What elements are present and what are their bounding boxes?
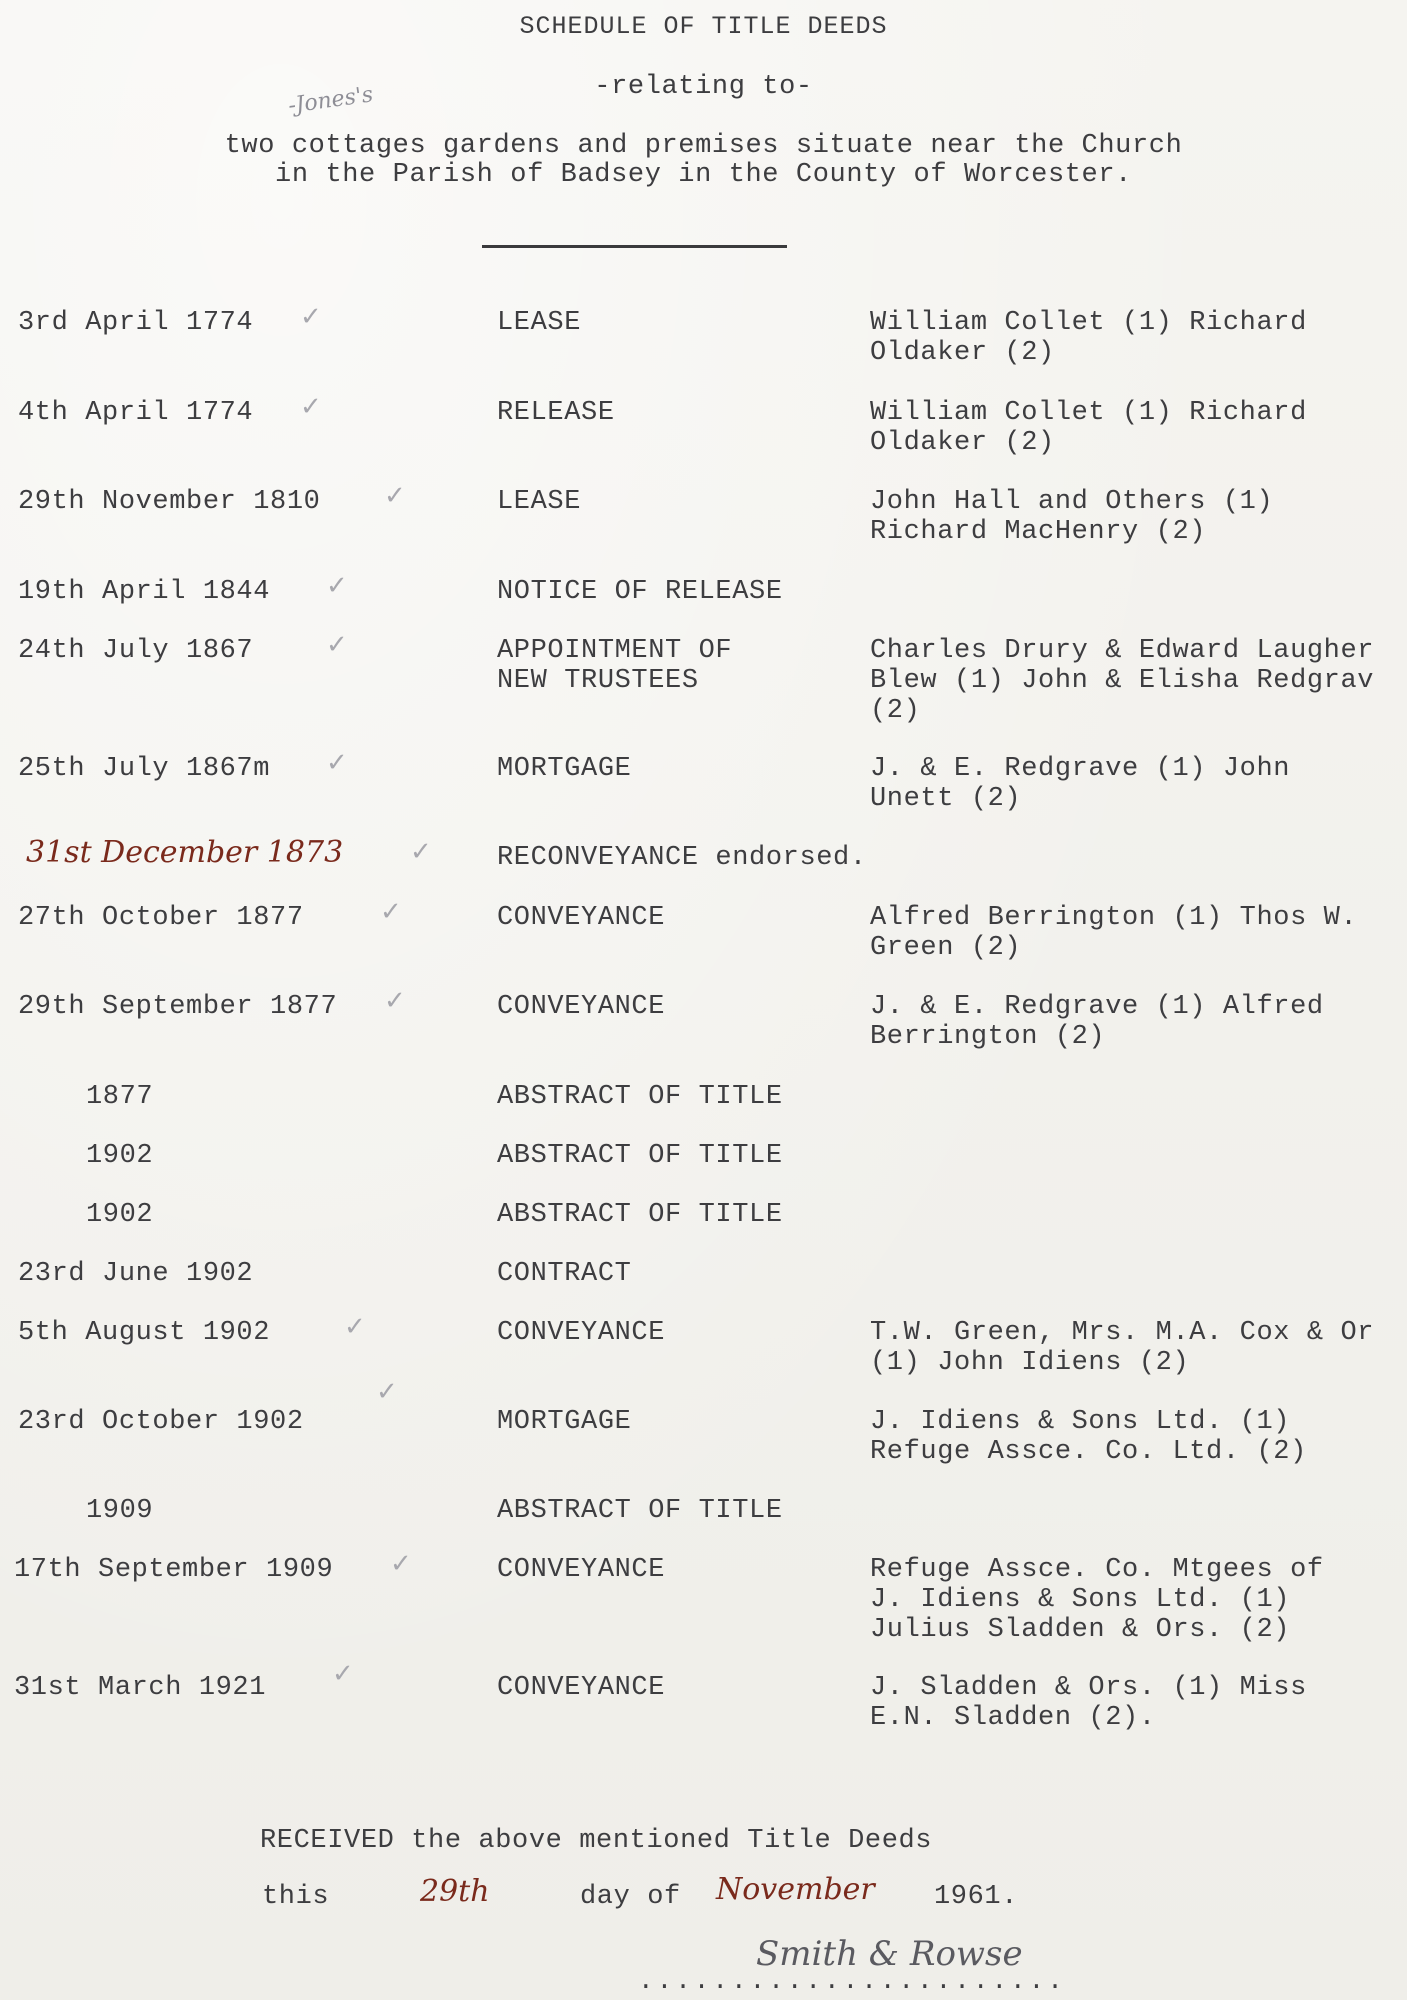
check-mark-icon: ✓ <box>380 897 402 927</box>
deed-parties-line: Refuge Assce. Co. Mtgees of <box>870 1555 1324 1585</box>
deed-parties-line: E.N. Sladden (2). <box>870 1703 1156 1733</box>
deed-parties-line: William Collet (1) Richard <box>870 308 1307 338</box>
signature: Smith & Rowse <box>756 1934 1023 1974</box>
deed-parties <box>870 754 1290 814</box>
deed-parties-line: Unett (2) <box>870 784 1022 814</box>
deed-date: 23rd October 1902 <box>18 1407 304 1437</box>
receipt-this-label: this <box>262 1882 330 1912</box>
deed-parties-line: William Collet (1) Richard <box>870 398 1307 428</box>
deed-type: ABSTRACT OF TITLE <box>497 1141 783 1171</box>
relating-to-line: -relating to- <box>594 72 813 102</box>
deed-parties-line: Charles Drury & Edward Laugher <box>870 636 1375 666</box>
deed-date: 23rd June 1902 <box>18 1259 254 1289</box>
check-mark-icon: ✓ <box>376 1377 398 1407</box>
check-mark-icon: ✓ <box>384 481 406 511</box>
deed-parties-line: J. Idiens & Sons Ltd. (1) <box>870 1585 1291 1615</box>
check-mark-icon: ✓ <box>390 1549 412 1579</box>
deed-date: 4th April 1774 <box>18 398 254 428</box>
deed-parties-line: Refuge Assce. Co. Ltd. (2) <box>870 1437 1307 1467</box>
deed-parties-line: J. & E. Redgrave (1) John <box>870 754 1291 784</box>
deed-parties-line: Blew (1) John & Elisha Redgrav <box>870 666 1375 696</box>
deed-type: CONTRACT <box>497 1259 632 1289</box>
deed-parties <box>870 308 1307 368</box>
deed-date: 27th October 1877 <box>18 903 304 933</box>
handwritten-date: 31st December 1873 <box>26 835 344 870</box>
receipt-statement: RECEIVED the above mentioned Title Deeds <box>260 1826 933 1856</box>
deed-parties-line: T.W. Green, Mrs. M.A. Cox & Or <box>870 1318 1375 1348</box>
check-mark-icon: ✓ <box>410 837 432 867</box>
deed-parties-line: J. & E. Redgrave (1) Alfred <box>870 992 1324 1022</box>
deed-parties-line: Berrington (2) <box>870 1022 1106 1052</box>
deed-parties-line: J. Idiens & Sons Ltd. (1) <box>870 1407 1291 1437</box>
deed-parties-line: (2) <box>870 696 921 726</box>
deed-date: 1902 <box>86 1200 154 1230</box>
deed-date: 3rd April 1774 <box>18 308 254 338</box>
deed-parties-line: John Hall and Others (1) <box>870 487 1274 517</box>
deed-type: RECONVEYANCE endorsed. <box>497 843 867 873</box>
deed-date: 24th July 1867 <box>18 636 254 666</box>
document-title: SCHEDULE OF TITLE DEEDS <box>519 12 888 41</box>
deed-parties-line: Green (2) <box>870 933 1022 963</box>
deed-parties <box>870 992 1324 1052</box>
deed-type <box>497 636 732 696</box>
deed-type: ABSTRACT OF TITLE <box>497 1082 783 1112</box>
deed-type: NOTICE OF RELEASE <box>497 577 783 607</box>
deed-type: CONVEYANCE <box>497 1555 666 1585</box>
check-mark-icon: ✓ <box>326 748 348 778</box>
deed-parties-line: Richard MacHenry (2) <box>870 517 1207 547</box>
deed-parties <box>870 1318 1374 1378</box>
deed-type: MORTGAGE <box>497 1407 632 1437</box>
handwritten-day: 29th <box>420 1874 490 1909</box>
deed-parties-line: Alfred Berrington (1) Thos W. <box>870 903 1358 933</box>
deed-date: 19th April 1844 <box>18 577 271 607</box>
deed-type: CONVEYANCE <box>497 903 666 933</box>
check-mark-icon: ✓ <box>326 630 348 660</box>
signature-dotted-line: ....................... <box>638 1966 1066 1996</box>
deed-type: ABSTRACT OF TITLE <box>497 1496 783 1526</box>
check-mark-icon: ✓ <box>332 1659 354 1689</box>
deed-date: 5th August 1902 <box>18 1318 271 1348</box>
deed-type: ABSTRACT OF TITLE <box>497 1200 783 1230</box>
check-mark-icon: ✓ <box>300 302 322 332</box>
deed-parties <box>870 903 1357 963</box>
receipt-year: 1961. <box>934 1882 1019 1912</box>
deed-parties-line: Oldaker (2) <box>870 338 1055 368</box>
deed-parties <box>870 1673 1307 1733</box>
handwritten-month: November <box>716 1872 875 1907</box>
deed-type-line: APPOINTMENT OF <box>497 636 733 666</box>
deed-type: CONVEYANCE <box>497 1318 666 1348</box>
deed-date: 31st March 1921 <box>14 1673 267 1703</box>
deed-parties-line: Julius Sladden & Ors. (2) <box>870 1615 1291 1645</box>
deed-type: CONVEYANCE <box>497 992 666 1022</box>
deed-date: 1909 <box>86 1496 154 1526</box>
deed-parties <box>870 636 1374 726</box>
deed-date: 1877 <box>86 1082 154 1112</box>
deed-type: RELEASE <box>497 398 615 428</box>
check-mark-icon: ✓ <box>326 571 348 601</box>
deed-type-line: NEW TRUSTEES <box>497 666 699 696</box>
deed-parties <box>870 487 1273 547</box>
check-mark-icon: ✓ <box>344 1312 366 1342</box>
deed-date: 29th September 1877 <box>18 992 338 1022</box>
deed-type: MORTGAGE <box>497 754 632 784</box>
property-description-line-2: in the Parish of Badsey in the County of Worcester. <box>275 160 1132 190</box>
deed-date: 17th September 1909 <box>14 1555 334 1585</box>
receipt-day-of-label: day of <box>580 1882 681 1912</box>
check-mark-icon: ✓ <box>300 392 322 422</box>
deed-type: LEASE <box>497 308 582 338</box>
deed-parties <box>870 398 1307 458</box>
deed-type: CONVEYANCE <box>497 1673 666 1703</box>
property-description-line-1: two cottages gardens and premises situate near the Church <box>224 131 1183 161</box>
deed-parties-line: (1) John Idiens (2) <box>870 1348 1190 1378</box>
pencil-annotation: -Jones's <box>286 82 375 119</box>
deed-parties-line: J. Sladden & Ors. (1) Miss <box>870 1673 1307 1703</box>
deed-date: 1902 <box>86 1141 154 1171</box>
check-mark-icon: ✓ <box>384 986 406 1016</box>
deed-date: 25th July 1867m <box>18 754 271 784</box>
deed-parties-line: Oldaker (2) <box>870 428 1055 458</box>
deed-date: 29th November 1810 <box>18 487 321 517</box>
deed-parties <box>870 1407 1307 1467</box>
deed-parties <box>870 1555 1324 1645</box>
deed-type: LEASE <box>497 487 582 517</box>
